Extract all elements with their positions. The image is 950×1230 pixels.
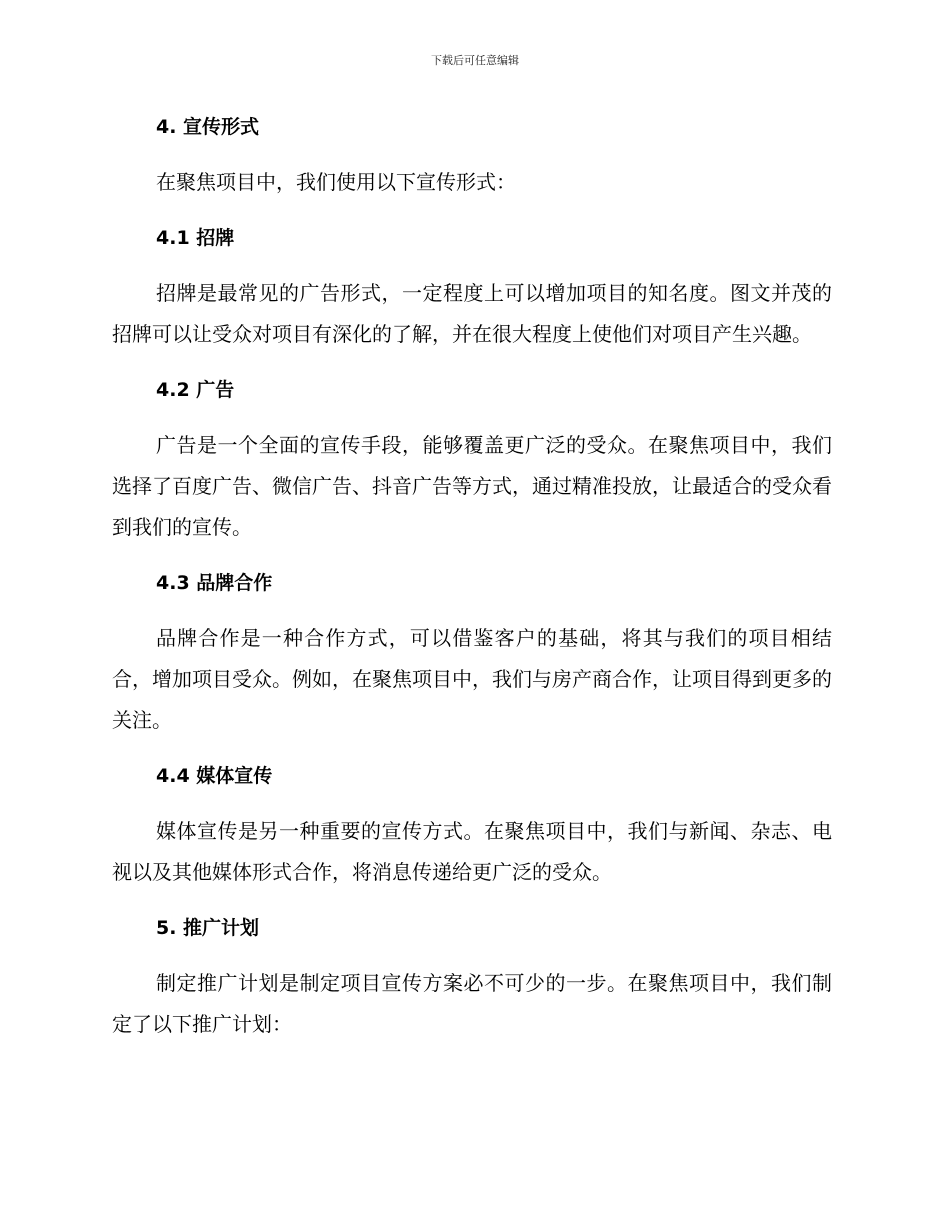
page-header: 下载后可任意编辑 [431, 54, 519, 67]
section-heading-4-2: 4.2 广告 [156, 379, 235, 401]
paragraph-promotion-plan: 制定推广计划是制定项目宣传方案必不可少的一步。在聚焦项目中，我们制定了以下推广计划： [112, 971, 832, 1036]
paragraph-media-promotion: 媒体宣传是另一种重要的宣传方式。在聚焦项目中，我们与新闻、杂志、电视以及其他媒体形式合作，将消息传递给更广泛的受众。 [112, 819, 832, 884]
document-body [112, 108, 832, 1045]
section-heading-5: 5. 推广计划 [156, 917, 260, 939]
paragraph-advertising: 广告是一个全面的宣传手段，能够覆盖更广泛的受众。在聚焦项目中，我们选择了百度广告、微信广告、抖音广告等方式，通过精准投放，让最适合的受众看到我们的宣传。 [112, 433, 832, 539]
paragraph-signboard: 招牌是最常见的广告形式，一定程度上可以增加项目的知名度。图文并茂的招牌可以让受众对项目有深化的了解，并在很大程度上使他们对项目产生兴趣。 [112, 281, 832, 346]
section-heading-4-1: 4.1 招牌 [156, 227, 235, 249]
section-heading-4: 4. 宣传形式 [156, 116, 260, 138]
paragraph-brand-cooperation: 品牌合作是一种合作方式，可以借鉴客户的基础，将其与我们的项目相结合，增加项目受众。例如，在聚焦项目中，我们与房产商合作，让项目得到更多的关注。 [112, 626, 832, 732]
paragraph-intro: 在聚焦项目中，我们使用以下宣传形式： [156, 170, 516, 194]
section-heading-4-3: 4.3 品牌合作 [156, 572, 273, 594]
section-heading-4-4: 4.4 媒体宣传 [156, 765, 273, 787]
